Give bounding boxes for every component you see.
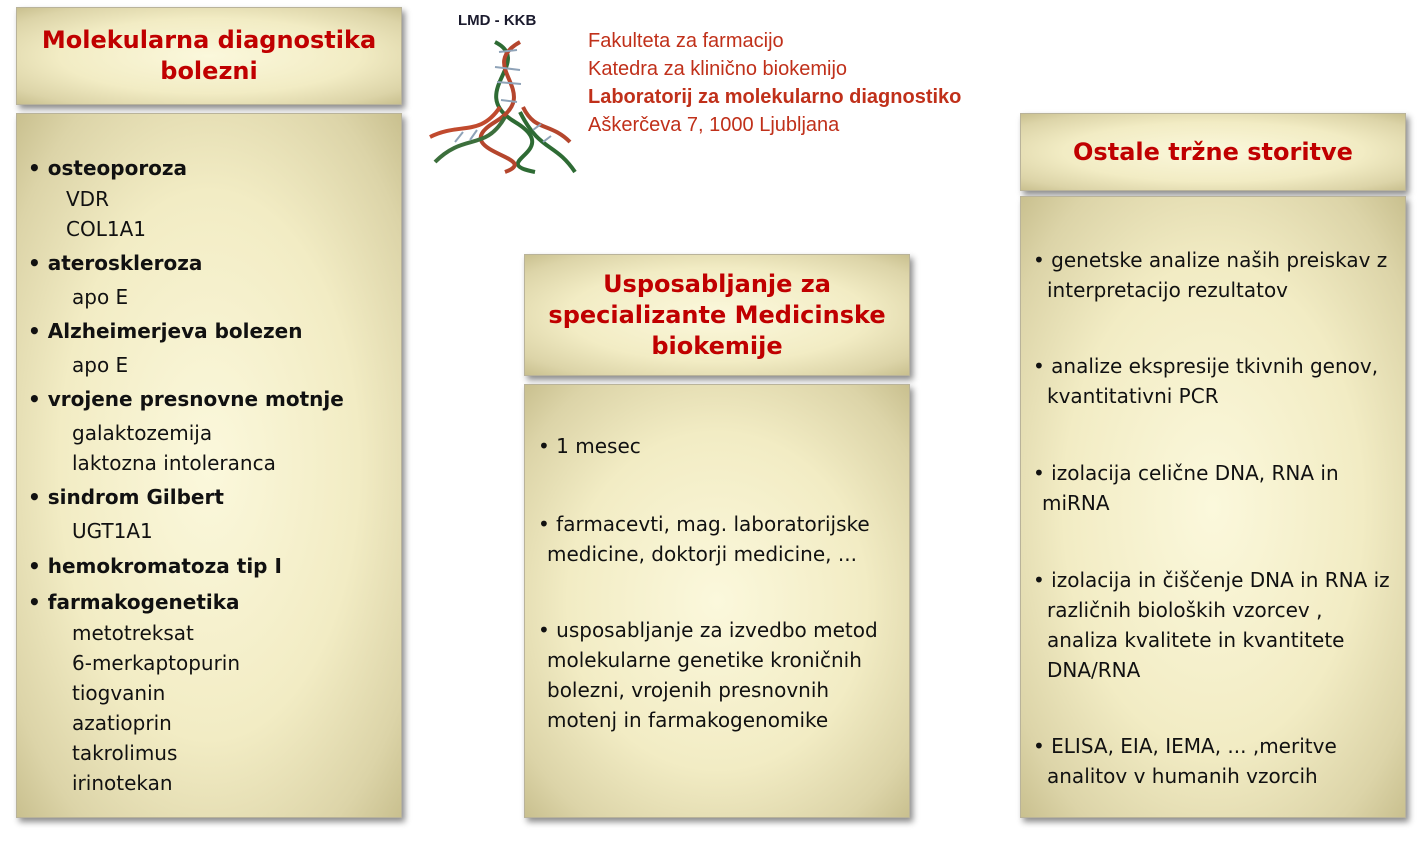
dna-helix-icon [425, 12, 583, 178]
list-item-continued: analitov v humanih vzorcih [1047, 764, 1318, 788]
list-item-continued: motenj in farmakogenomike [547, 708, 829, 732]
list-item-hemokromatoza: • hemokromatoza tip I [28, 554, 282, 578]
list-item-continued: interpretacijo rezultatov [1047, 278, 1289, 302]
list-item: • izolacija in čiščenje DNA in RNA iz [1033, 568, 1390, 592]
list-item: • 1 mesec [538, 434, 641, 458]
list-subitem: laktozna intoleranca [72, 451, 276, 475]
list-item-continued: molekularne genetike kroničnih [547, 648, 862, 672]
right-header-box [1020, 113, 1406, 191]
list-item-gilbert: • sindrom Gilbert [28, 485, 224, 509]
list-item-continued: miRNA [1042, 491, 1110, 515]
list-item-farmakogenetika: • farmakogenetika [28, 590, 240, 614]
left-title: Molekularna diagnostika bolezni [41, 26, 377, 85]
list-subitem: VDR [66, 187, 109, 211]
org-laboratory: Laboratorij za molekularno diagnostiko [588, 86, 962, 108]
list-item: • analize ekspresije tkivnih genov, [1033, 354, 1379, 378]
list-item: • ELISA, EIA, IEMA, ... ,meritve [1033, 734, 1337, 758]
list-subitem: COL1A1 [66, 217, 146, 241]
list-subitem: irinotekan [72, 771, 173, 795]
org-address: Aškerčeva 7, 1000 Ljubljana [588, 114, 840, 136]
right-list [1033, 245, 1390, 791]
left-content-box [16, 113, 402, 818]
right-content-box [1020, 196, 1406, 818]
list-item: • farmacevti, mag. laboratorijske [538, 512, 870, 536]
org-faculty: Fakulteta za farmacijo [588, 30, 784, 52]
list-item-continued: kvantitativni PCR [1047, 384, 1219, 408]
list-item-alzheimer: • Alzheimerjeva bolezen [28, 319, 303, 343]
list-item-continued: medicine, doktorji medicine, ... [547, 542, 857, 566]
list-item-continued: bolezni, vrojenih presnovnih [547, 678, 830, 702]
list-item-vrojene: • vrojene presnovne motnje [28, 387, 344, 411]
middle-title: Usposabljanje za specializante Medicinske biokemije [548, 269, 886, 360]
left-list [28, 152, 344, 798]
list-subitem: takrolimus [72, 741, 178, 765]
left-header-box [16, 7, 402, 105]
list-subitem: apo E [72, 353, 129, 377]
list-item: • genetske analize naših preiskav z [1033, 248, 1388, 272]
list-subitem: UGT1A1 [72, 519, 153, 543]
middle-header-box [524, 254, 910, 376]
list-subitem: tiogvanin [72, 681, 166, 705]
list-item: • izolacija celične DNA, RNA in [1033, 461, 1339, 485]
list-subitem: metotreksat [72, 621, 194, 645]
list-item-osteoporoza: • osteoporoza [28, 156, 188, 180]
logo-label: LMD - KKB [458, 12, 537, 29]
list-subitem: azatioprin [72, 711, 172, 735]
organization-block [588, 27, 961, 139]
list-subitem: galaktozemija [72, 421, 213, 445]
org-department: Katedra za klinično biokemijo [588, 58, 848, 80]
list-item-continued: DNA/RNA [1047, 658, 1141, 682]
list-subitem: apo E [72, 285, 129, 309]
right-title: Ostale tržne storitve [1073, 137, 1353, 166]
list-subitem: 6-merkaptopurin [72, 651, 241, 675]
list-item-continued: analiza kvalitete in kvantitete [1047, 628, 1345, 652]
list-item: • usposabljanje za izvedbo metod [538, 618, 878, 642]
middle-list [538, 431, 878, 735]
middle-content-box [524, 384, 910, 818]
list-item-ateroskleroza: • ateroskleroza [28, 251, 203, 275]
list-item-continued: različnih bioloških vzorcev , [1047, 598, 1323, 622]
